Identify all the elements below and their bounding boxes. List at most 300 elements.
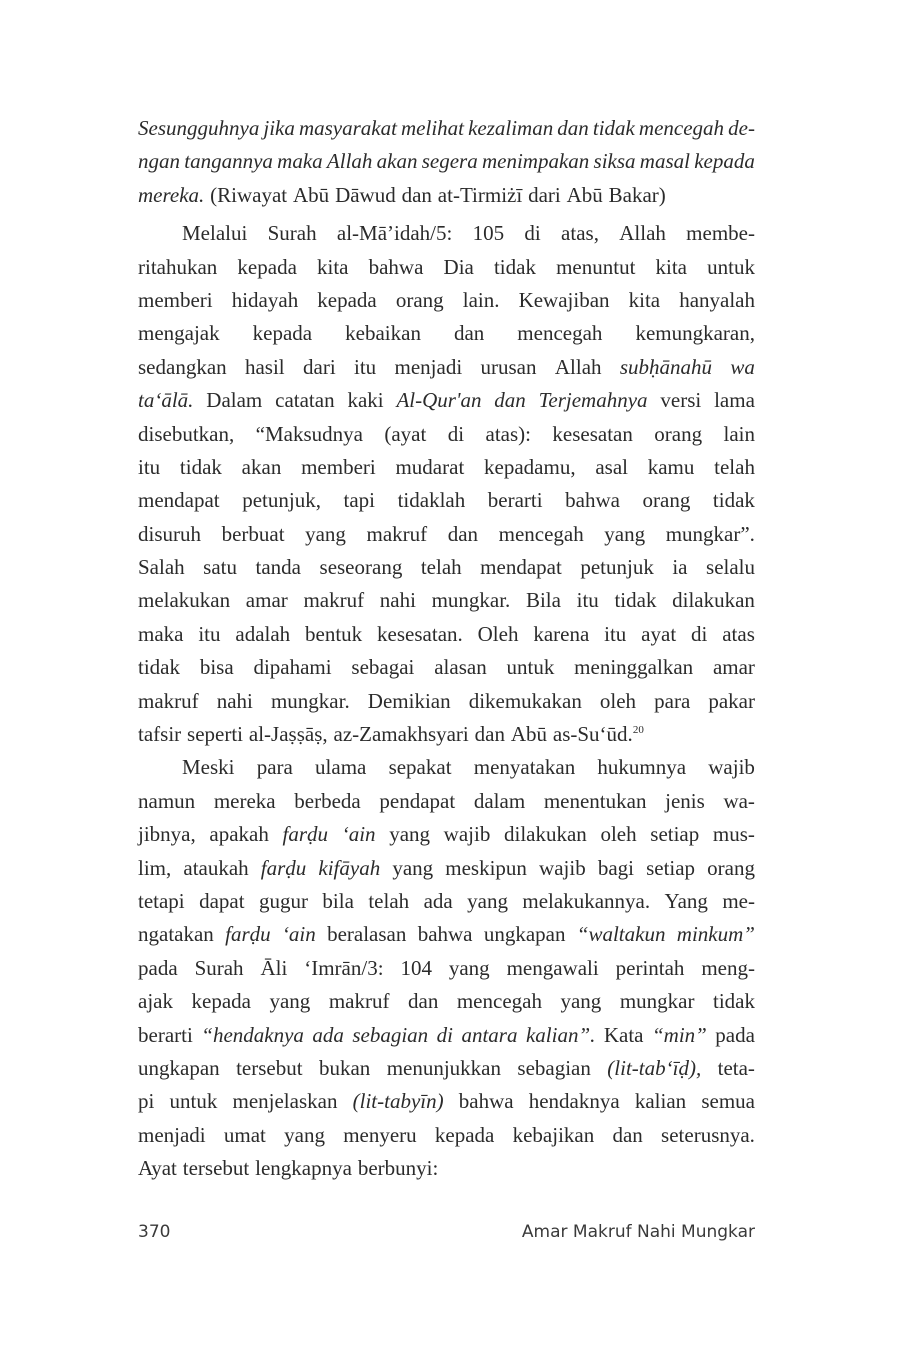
word: atas	[722, 621, 755, 646]
word: dilakukan	[672, 588, 755, 613]
word: dan	[401, 182, 432, 207]
word: kemungkaran,	[635, 321, 755, 346]
word: mereka	[213, 788, 276, 813]
text-line	[138, 584, 755, 617]
word: satu	[203, 555, 237, 580]
word: wa-	[723, 788, 755, 813]
word: Terjemahnya	[538, 388, 648, 413]
word: lim,	[138, 855, 172, 880]
word: masyarakat	[298, 116, 397, 140]
word: kepada	[434, 1122, 495, 1147]
word: petunjuk,	[242, 488, 321, 513]
word: siksa	[593, 149, 636, 174]
word: berbunyi:	[357, 1156, 439, 1181]
word: menunjukkan	[386, 1055, 501, 1080]
word: yang	[448, 955, 490, 980]
word: dipahami	[253, 655, 332, 680]
word: ungkapan	[483, 922, 566, 947]
word: yang	[560, 989, 602, 1014]
word: hasil	[244, 354, 285, 379]
word: mus-	[712, 822, 755, 847]
word: bukan	[318, 1055, 371, 1080]
word: mencegah	[498, 521, 584, 546]
word: wa	[730, 354, 755, 379]
word: kita	[628, 287, 661, 312]
word: Āli	[260, 955, 288, 980]
word: catatan	[275, 388, 335, 413]
word: minkum”	[676, 922, 755, 947]
word: memberi	[301, 454, 376, 479]
text-line	[138, 551, 755, 584]
word: Kata	[603, 1022, 644, 1047]
text-line	[138, 112, 755, 145]
word: urusan	[480, 354, 537, 379]
word: sebagai	[351, 655, 415, 680]
word: mungkar.	[431, 588, 511, 613]
word: wajib	[708, 755, 755, 780]
word: tersebut	[236, 1055, 303, 1080]
word: menyeru	[343, 1122, 417, 1147]
word: lengkapnya	[255, 1156, 352, 1181]
word: jika	[263, 116, 295, 140]
word: ada	[423, 888, 453, 913]
text-line	[138, 751, 755, 784]
word: yang	[389, 822, 431, 847]
word: Surah	[267, 221, 317, 246]
word: Bila	[525, 588, 561, 613]
word: as-Su‘ūd.$^{20}$	[552, 722, 644, 747]
text-line	[138, 317, 755, 350]
text-line	[138, 351, 755, 384]
footnote-ref: 20	[632, 724, 644, 737]
word: umat	[223, 1122, 266, 1147]
word: kepada	[191, 989, 251, 1014]
word: masal	[639, 149, 690, 174]
text-line	[138, 685, 755, 718]
word: Salah	[138, 555, 185, 580]
word: alasan	[434, 655, 487, 680]
word: kepadamu,	[484, 454, 576, 479]
word: (lit-tab‘īḍ),	[607, 1055, 702, 1080]
word: orang	[707, 855, 755, 880]
word: menjadi	[394, 354, 463, 379]
word: kepada	[694, 149, 755, 174]
word: “hendaknya	[201, 1022, 304, 1047]
word: segera	[421, 149, 478, 174]
word: melihat	[401, 116, 465, 140]
word: bahwa	[417, 922, 473, 947]
paragraph-1	[138, 217, 755, 751]
word: yang	[467, 888, 508, 913]
word: Dalam	[206, 388, 263, 413]
text-line	[138, 618, 755, 651]
word: Allah	[619, 221, 666, 246]
word: at-Tirmiżī	[437, 182, 523, 207]
text-line	[138, 1152, 755, 1185]
word: melakukannya.	[522, 888, 651, 913]
word: yang	[392, 855, 434, 880]
word: ‘ain	[281, 922, 316, 947]
word: teta-	[717, 1055, 755, 1080]
text-line	[138, 451, 755, 484]
word: karena	[533, 621, 590, 646]
word: lain	[723, 421, 755, 446]
text-line	[138, 284, 755, 317]
word: orang	[395, 287, 444, 312]
word: itu	[354, 354, 377, 379]
word: sebagian	[352, 1022, 429, 1047]
word: dari	[303, 354, 336, 379]
text-line	[138, 418, 755, 451]
text-line	[138, 217, 755, 250]
word: tidak	[713, 989, 755, 1014]
word: 105	[472, 221, 505, 246]
word: dan	[453, 321, 485, 346]
word: di	[524, 221, 541, 246]
word: az-Zamakhsyari	[333, 722, 469, 747]
word: yang	[269, 989, 311, 1014]
word: Al-Qur'an	[396, 388, 482, 413]
word: tidak	[493, 254, 536, 279]
word: memberi	[138, 287, 213, 312]
word: bahwa	[458, 1089, 514, 1114]
word: kita	[317, 254, 349, 279]
word: hanyalah	[679, 287, 755, 312]
word: tidaklah	[397, 488, 466, 513]
word: sepakat	[388, 755, 452, 780]
word: kamu	[647, 454, 695, 479]
word: kepada	[237, 254, 297, 279]
word: pakar	[708, 688, 755, 713]
word: semua	[701, 1089, 755, 1114]
word: ‘Imrān/3:	[304, 955, 384, 980]
word: ungkapan	[138, 1055, 220, 1080]
word: selalu	[706, 555, 755, 580]
word: seperti	[187, 722, 244, 747]
word: Dāwud	[335, 182, 396, 207]
word: Ayat	[138, 1156, 177, 1181]
word: de-	[728, 116, 755, 140]
word: mencegah	[517, 321, 603, 346]
word: ngatakan	[138, 922, 214, 947]
word: berbuat	[221, 521, 285, 546]
word: telah	[714, 454, 755, 479]
word: menentukan	[543, 788, 647, 813]
word: antara	[461, 1022, 518, 1047]
word: Abū	[293, 182, 330, 207]
text-line	[138, 952, 755, 985]
word: “waltakun	[576, 922, 666, 947]
word: mendapat	[480, 555, 562, 580]
word: yang	[305, 521, 346, 546]
word: kesesatan	[552, 421, 633, 446]
word: untuk	[707, 254, 755, 279]
word: makruf	[138, 688, 199, 713]
word: bentuk	[305, 621, 363, 646]
word: mencegah	[456, 989, 542, 1014]
word: Yang	[664, 888, 708, 913]
word: itu	[576, 588, 599, 613]
word: ayat	[641, 621, 677, 646]
word: dalam	[473, 788, 526, 813]
word: nahi	[379, 588, 416, 613]
word: Sesungguhnya	[138, 116, 260, 140]
word: pada	[138, 955, 178, 980]
word: dari	[528, 182, 561, 207]
text-line	[138, 852, 755, 885]
word: pada	[715, 1022, 755, 1047]
word: amar	[712, 655, 755, 680]
text-line	[138, 785, 755, 818]
word: mungkar.	[270, 688, 350, 713]
word: Kewajiban	[518, 287, 610, 312]
word: meninggalkan	[574, 655, 694, 680]
word: ‘ain	[341, 822, 376, 847]
word: ajak	[138, 989, 173, 1014]
word: menuntut	[556, 254, 636, 279]
word: Dia	[443, 254, 474, 279]
word: hidayah	[231, 287, 299, 312]
word: pi	[138, 1089, 155, 1114]
word: oleh	[599, 688, 637, 713]
word: Abū	[510, 722, 548, 747]
word: atas):	[485, 421, 531, 446]
word: kifāyah	[318, 855, 381, 880]
word: kaki	[347, 388, 384, 413]
word: ngan	[138, 149, 180, 174]
word: yang	[604, 521, 646, 546]
word: lain.	[462, 287, 500, 312]
word: farḍu	[225, 922, 271, 947]
word: mungkar”.	[665, 521, 755, 546]
word: hukumnya	[597, 755, 687, 780]
word: Demikian	[367, 688, 451, 713]
word: tapi	[343, 488, 376, 513]
word: kepada	[252, 321, 313, 346]
word: petunjuk	[580, 555, 654, 580]
text-line	[138, 885, 755, 918]
word: dan	[447, 521, 479, 546]
word: orang	[654, 421, 703, 446]
word: versi	[660, 388, 702, 413]
word: makruf	[328, 989, 390, 1014]
word: meskipun	[445, 855, 527, 880]
word: untuk	[506, 655, 555, 680]
word: ta‘ālā.	[138, 388, 194, 413]
word: menjelaskan	[232, 1089, 338, 1114]
word: dilakukan	[503, 822, 587, 847]
word: “min”	[651, 1022, 707, 1047]
word: mencegah	[638, 116, 725, 140]
word: tidak	[179, 454, 222, 479]
text-line	[138, 918, 755, 951]
word: di	[447, 421, 465, 446]
word: bahwa	[565, 488, 620, 513]
text-line	[138, 179, 755, 212]
word: hendaknya	[528, 1089, 620, 1114]
word: para	[256, 755, 293, 780]
word: nahi	[216, 688, 253, 713]
word: asal	[595, 454, 628, 479]
word: menjadi	[138, 1122, 206, 1147]
word: Meski	[182, 755, 235, 780]
word: melakukan	[138, 588, 231, 613]
word: menimpakan	[481, 149, 590, 174]
text-line	[138, 1052, 755, 1085]
text-line	[138, 384, 755, 417]
word: mungkar	[619, 989, 695, 1014]
word: perintah	[615, 955, 685, 980]
word: apakah	[209, 822, 269, 847]
word: kalian	[634, 1089, 687, 1114]
page-number: 370	[138, 1222, 171, 1242]
word: jibnya,	[138, 822, 196, 847]
word: farḍu	[282, 822, 329, 847]
word: kebaikan	[345, 321, 421, 346]
word: tangannya	[184, 149, 273, 174]
word: bahwa	[368, 254, 424, 279]
word: dan	[494, 388, 526, 413]
word: tanda	[255, 555, 301, 580]
word: setiap	[650, 822, 700, 847]
word: kezaliman	[468, 116, 554, 140]
word: ada	[312, 1022, 344, 1047]
word: bagi	[597, 855, 634, 880]
word: me-	[722, 888, 755, 913]
word: kebajikan	[512, 1122, 595, 1147]
word: sebagian	[517, 1055, 591, 1080]
word: menyatakan	[473, 755, 576, 780]
word: yang	[284, 1122, 325, 1147]
word: dan	[612, 1122, 643, 1147]
word: Allah	[554, 354, 602, 379]
word: kepada	[317, 287, 377, 312]
word: berarti	[138, 1022, 193, 1047]
word: pendapat	[379, 788, 456, 813]
word: ulama	[315, 755, 367, 780]
word: (Riwayat	[210, 182, 288, 207]
word: Bakar)	[608, 182, 666, 207]
word: maka	[138, 621, 184, 646]
word: tersebut	[182, 1156, 250, 1181]
word: sedangkan	[138, 354, 227, 379]
running-title: Amar Makruf Nahi Mungkar	[521, 1222, 755, 1242]
word: itu	[604, 621, 627, 646]
word: telah	[420, 555, 462, 580]
text-line	[138, 484, 755, 517]
word: setiap	[646, 855, 696, 880]
word: mudarat	[395, 454, 465, 479]
word: tetapi	[138, 888, 185, 913]
word: berbeda	[294, 788, 361, 813]
quote-block	[138, 112, 755, 212]
word: wajib	[443, 822, 491, 847]
word: namun	[138, 788, 196, 813]
word: mendapat	[138, 488, 220, 513]
text-line	[138, 145, 755, 178]
text-line	[138, 818, 755, 851]
word: (ayat	[384, 421, 427, 446]
word: seterusnya.	[661, 1122, 755, 1147]
text-line	[138, 718, 755, 751]
word: untuk	[169, 1089, 218, 1114]
word: dikemukakan	[468, 688, 582, 713]
word: jenis	[665, 788, 705, 813]
word: 104	[400, 955, 432, 980]
word: dan	[474, 722, 505, 747]
word: Melalui	[182, 221, 248, 246]
word: membe-	[686, 221, 755, 246]
word: bila	[322, 888, 354, 913]
word: al-Jaṣṣāṣ,	[248, 722, 328, 747]
word: seseorang	[319, 555, 403, 580]
word: akan	[241, 454, 282, 479]
word: “Maksudnya	[255, 421, 363, 446]
word: para	[654, 688, 691, 713]
word: dan	[557, 116, 589, 140]
text-line	[138, 1119, 755, 1152]
word: disuruh	[138, 521, 201, 546]
word: itu	[138, 454, 161, 479]
word: subḥānahū	[619, 354, 713, 379]
word: atas,	[561, 221, 599, 246]
word: kesesatan.	[377, 621, 463, 646]
word: Oleh	[477, 621, 519, 646]
word: adalah	[235, 621, 291, 646]
page-footer	[138, 1222, 755, 1242]
word: dan	[408, 989, 439, 1014]
word: al-Mā’idah/5:	[336, 221, 453, 246]
word: mengawali	[506, 955, 599, 980]
word: beralasan	[327, 922, 407, 947]
text-line	[138, 1019, 755, 1052]
word: Allah	[326, 149, 373, 174]
word: farḍu	[260, 855, 307, 880]
word: kita	[655, 254, 688, 279]
page-body	[138, 112, 755, 1186]
word: tidak	[138, 655, 180, 680]
word: ataukah	[183, 855, 249, 880]
word: mengajak	[138, 321, 220, 346]
word: tidak	[614, 588, 657, 613]
text-line	[138, 518, 755, 551]
word: ia	[672, 555, 688, 580]
word: makruf	[366, 521, 428, 546]
word: orang	[642, 488, 691, 513]
paragraph-2	[138, 751, 755, 1185]
word: meng-	[701, 955, 755, 980]
word: itu	[198, 621, 221, 646]
word: ritahukan	[138, 254, 218, 279]
word: kalian”.	[525, 1022, 596, 1047]
text-line	[138, 985, 755, 1018]
text-line	[138, 651, 755, 684]
word: telah	[368, 888, 410, 913]
word: (lit-tabyīn)	[352, 1089, 444, 1114]
word: amar	[245, 588, 288, 613]
word: disebutkan,	[138, 421, 235, 446]
word: tidak	[712, 488, 755, 513]
word: maka	[277, 149, 323, 174]
word: berarti	[487, 488, 543, 513]
word: lama	[714, 388, 755, 413]
text-line	[138, 251, 755, 284]
word: Surah	[194, 955, 244, 980]
word: akan	[376, 149, 418, 174]
word: tafsir	[138, 722, 182, 747]
word: dapat	[199, 888, 245, 913]
word: di	[436, 1022, 453, 1047]
